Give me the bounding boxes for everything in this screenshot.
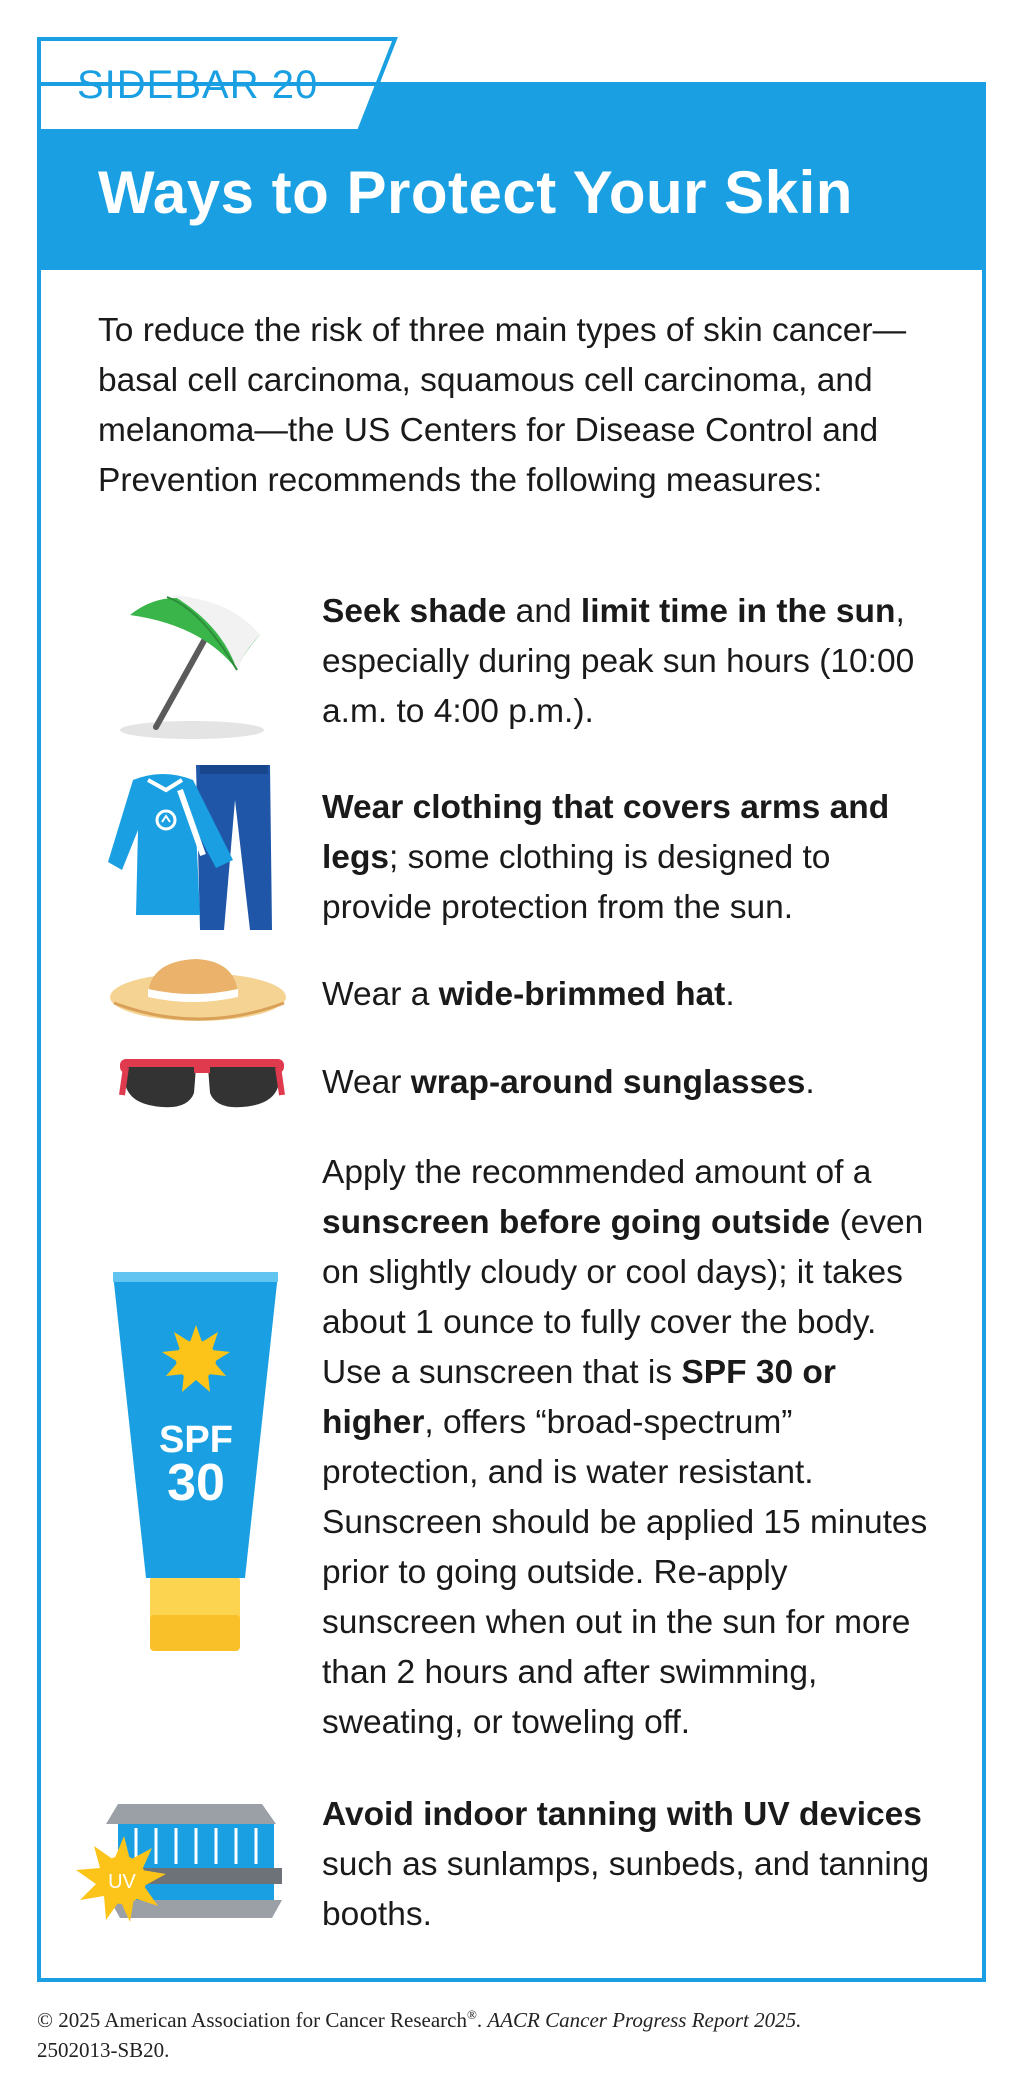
beach-umbrella-icon [112,585,282,745]
item-text-run: . [805,1064,815,1101]
list-item [322,587,942,737]
page-title: Ways to Protect Your Skin [98,159,853,226]
item-emphasis: Wear clothing that covers arms and legs [322,789,890,876]
sunscreen-tube-icon [110,1270,290,1655]
registered-mark: ® [467,2007,477,2022]
item-text-run: and [506,593,581,630]
copyright-text: © 2025 American Association for Cancer Research [37,2008,467,2032]
item-emphasis: sunscreen before going outside [322,1204,831,1241]
sidebar-label: SIDEBAR 20 [77,63,319,107]
item-emphasis: Seek shade [322,593,507,630]
item-text-run: Wear a [322,976,439,1013]
tanning-bed-icon [66,1800,298,1930]
report-code: 2502013-SB20. [37,2038,170,2062]
intro-paragraph: To reduce the risk of three main types of skin cancer—basal cell carcinoma, squamous cell carcinoma, and melanoma—the US Centers for Disease Control and Prevention recommends the following measures: [98,312,907,499]
spf-number: 30 [167,1454,225,1512]
sunglasses-icon [118,1055,286,1115]
item-text-run: . [725,976,735,1013]
uv-label: UV [108,1871,136,1893]
list-item [322,1790,942,1940]
item-text-run: , offers “broad-spectrum” protection, and is water resistant. Sunscreen should be applied 15 minutes prior to going outside. Re-apply sunscreen when out in the sun for more than 2 hours and after swimming, sweating, or toweling off. [322,1404,928,1741]
item-text-run: Apply the recommended amount of a [322,1154,872,1191]
item-text-run: ; some clothing is designed to provide protection from the sun. [322,839,831,926]
item-emphasis: limit time in the sun [580,593,896,630]
list-item [322,783,942,933]
report-title: AACR Cancer Progress Report 2025. [487,2008,802,2032]
list-item [322,1058,942,1108]
spf-label: SPF [159,1419,233,1461]
item-text-run: such as sunlamps, sunbeds, and tanning booths. [322,1846,930,1933]
sun-hat-icon [108,955,290,1027]
item-emphasis: SPF 30 or higher [322,1354,836,1441]
clothing-icon [108,760,278,935]
list-item [322,970,942,1020]
footer-separator: . [476,2008,488,2032]
item-emphasis: Avoid indoor tanning with UV devices [322,1796,922,1833]
item-emphasis: wide-brimmed hat [438,976,726,1013]
footer-credit [37,2000,997,2065]
item-text-run: , especially during peak sun hours (10:00 a.m. to 4:00 p.m.). [322,593,915,730]
list-item [322,1148,942,1748]
item-text-run: Wear [322,1064,411,1101]
item-emphasis: wrap-around sunglasses [410,1064,806,1101]
item-text-run: (even on slightly cloudy or cool days); it takes about 1 ounce to fully cover the body. Use a sunscreen that is [322,1204,924,1391]
